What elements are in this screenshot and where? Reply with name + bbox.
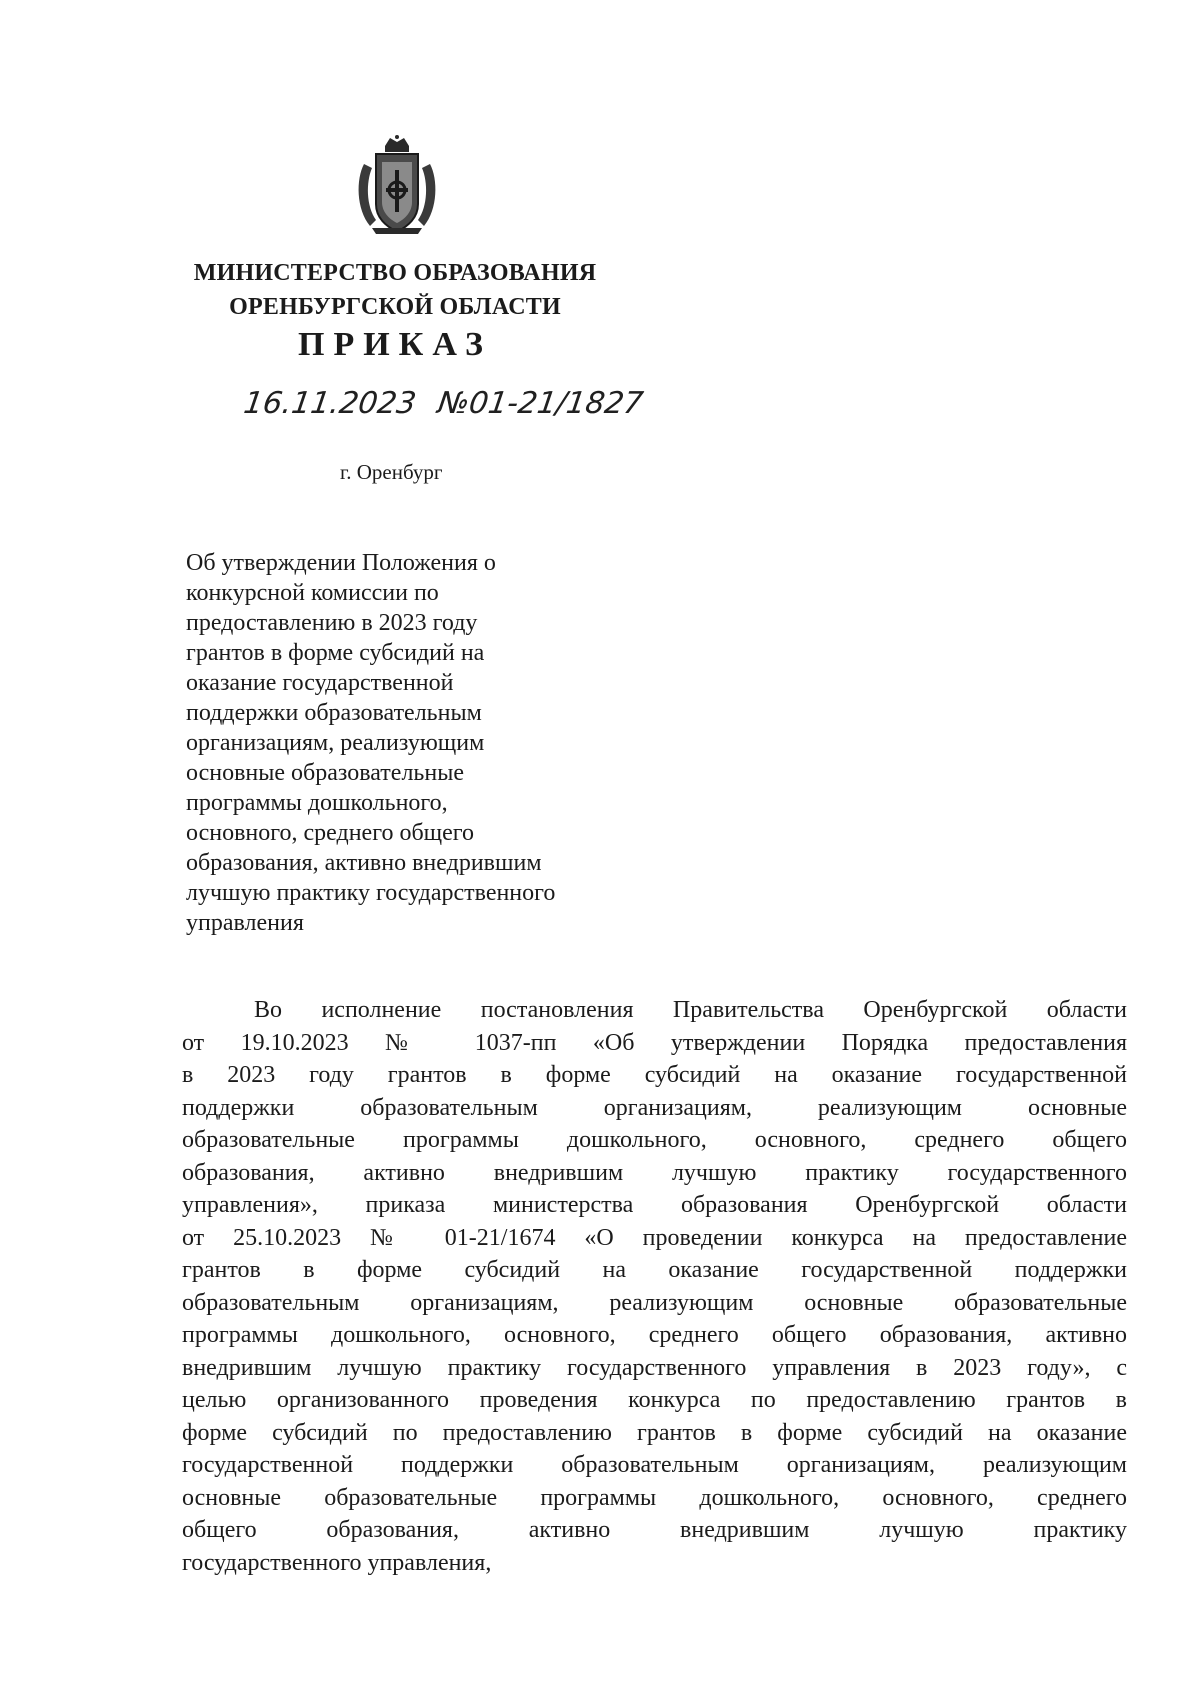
body-line: целью организованного проведения конкурса по предоставлению грантов в — [182, 1387, 1127, 1413]
subject-line: управления — [186, 910, 304, 936]
body-line: государственного управления, — [182, 1549, 492, 1576]
ministry-name — [150, 256, 640, 324]
body-paragraph — [182, 994, 1127, 1579]
subject-line: основного, среднего общего — [186, 820, 475, 846]
subject-line: конкурсной комиссии по — [186, 580, 439, 606]
subject-block — [186, 548, 646, 938]
body-line: общего образования, активно внедрившим лучшую практику — [182, 1517, 1127, 1543]
body-line: основные образовательные программы дошкольного, основного, среднего — [182, 1484, 1127, 1511]
subject-line: программы дошкольного, — [186, 790, 448, 816]
ministry-line-2: ОРЕНБУРГСКОЙ ОБЛАСТИ — [229, 294, 561, 320]
body-line: образования, активно внедрившим лучшую практику государственного — [182, 1159, 1127, 1186]
body-line: от 25.10.2023 № 01-21/1674 «О проведении конкурса на предоставление — [182, 1224, 1127, 1251]
body-line: государственной поддержки образовательным организациям, реализующим — [182, 1452, 1127, 1478]
body-line: Во исполнение постановления Правительства Оренбургской области — [254, 997, 1127, 1023]
body-line: управления», приказа министерства образования Оренбургской области — [182, 1192, 1127, 1218]
body-line: в 2023 году грантов в форме субсидий на оказание государственной — [182, 1062, 1127, 1088]
subject-line: основные образовательные — [186, 760, 464, 786]
body-line: от 19.10.2023 № 1037-пп «Об утверждении Порядка предоставления — [182, 1029, 1127, 1056]
body-line: программы дошкольного, основного, среднего общего образования, активно — [182, 1322, 1127, 1348]
subject-line: лучшую практику государственного — [186, 880, 556, 906]
body-line: поддержки образовательным организациям, реализующим основные — [182, 1094, 1127, 1121]
body-line: форме субсидий по предоставлению грантов в форме субсидий на оказание — [182, 1419, 1127, 1446]
city-line: г. Оренбург — [340, 460, 443, 484]
body-line: образовательным организациям, реализующим основные образовательные — [182, 1289, 1127, 1316]
subject-line: Об утверждении Положения о — [186, 550, 496, 576]
subject-line: образования, активно внедрившим — [186, 850, 542, 876]
subject-line: поддержки образовательным — [186, 700, 482, 726]
subject-line: оказание государственной — [186, 670, 454, 696]
body-line: внедрившим лучшую практику государственного управления в 2023 году», с — [182, 1354, 1127, 1381]
coat-of-arms-icon — [352, 134, 442, 236]
ministry-line-1: МИНИСТЕРСТВО ОБРАЗОВАНИЯ — [193, 260, 597, 286]
subject-line: грантов в форме субсидий на — [186, 640, 485, 666]
body-line: образовательные программы дошкольного, основного, среднего общего — [182, 1127, 1127, 1153]
body-line: грантов в форме субсидий на оказание государственной поддержки — [182, 1257, 1127, 1283]
subject-line: организациям, реализующим — [186, 730, 485, 756]
handwritten-date: 16.11.2023 — [241, 386, 419, 421]
document-type-heading: ПРИКАЗ — [298, 326, 492, 363]
subject-line: предоставлению в 2023 году — [186, 610, 478, 636]
handwritten-number: №01-21/1827 — [435, 386, 646, 421]
